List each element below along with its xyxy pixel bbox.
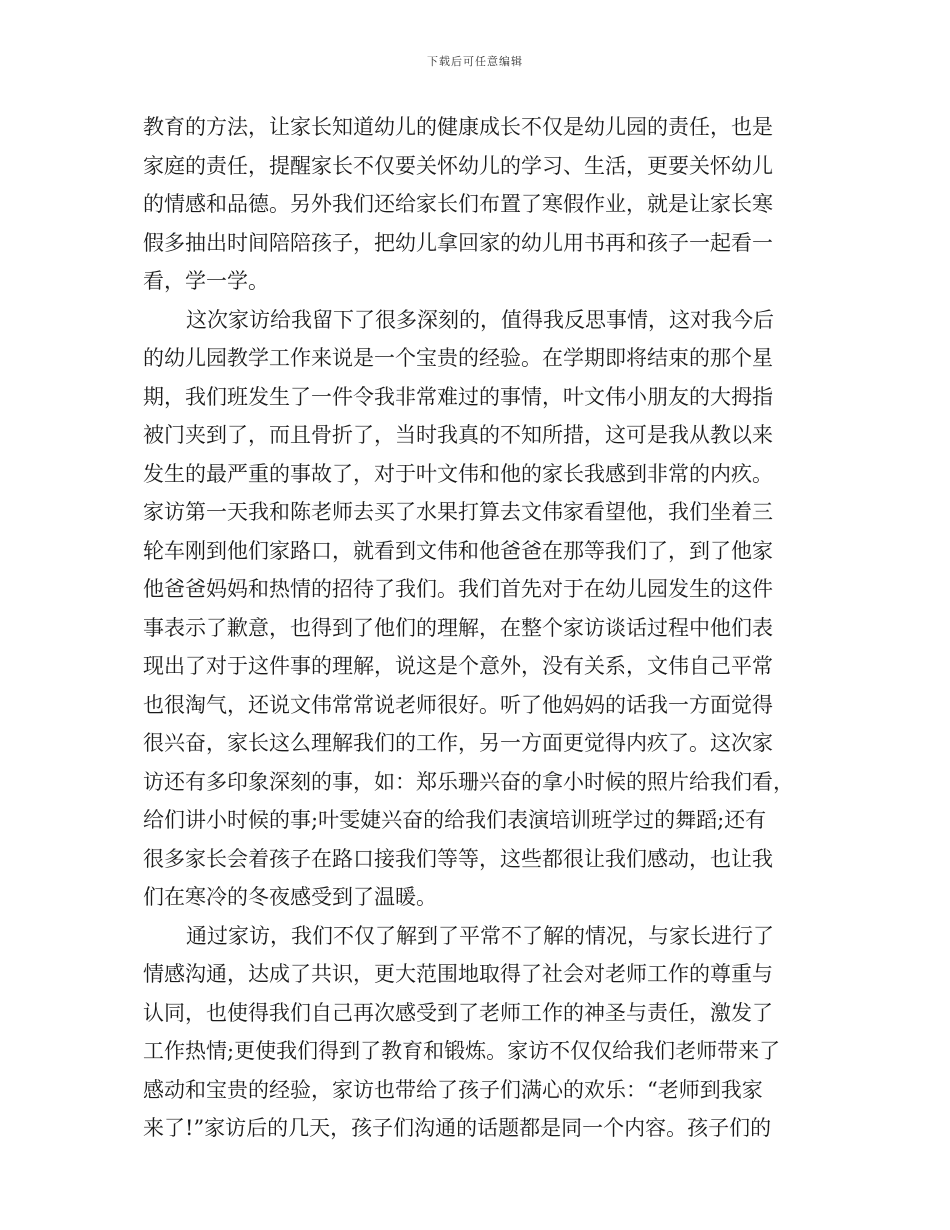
page-header: 下载后可任意编辑 (427, 55, 523, 68)
text-line: 情感沟通，达成了共识，更大范围地取得了社会对老师工作的尊重与 (143, 962, 773, 986)
text-line: 教育的方法，让家长知道幼儿的健康成长不仅是幼儿园的责任，也是 (143, 115, 773, 139)
text-line: 家庭的责任，提醒家长不仅要关怀幼儿的学习、生活，更要关怀幼儿 (143, 153, 773, 178)
text-line: 期，我们班发生了一件令我非常难过的事情，叶文伟小朋友的大拇指 (143, 384, 773, 409)
text-line: 发生的最严重的事故了，对于叶文伟和他的家长我感到非常的内疚。 (143, 461, 773, 486)
text-line: 这次家访给我留下了很多深刻的，值得我反思事情，这对我今后 (186, 307, 774, 332)
text-line: 来了!”家访后的几天，孩子们沟通的话题都是同一个内容。孩子们的 (143, 1116, 772, 1140)
text-line: 的幼儿园教学工作来说是一个宝贵的经验。在学期即将结束的那个星 (143, 346, 773, 370)
text-line: 感动和宝贵的经验，家访也带给了孩子们满心的欢乐：“老师到我家 (143, 1077, 763, 1102)
text-line: 事表示了歉意，也得到了他们的理解，在整个家访谈话过程中他们表 (143, 615, 773, 640)
text-line: 认同，也使得我们自己再次感受到了老师工作的神圣与责任，激发了 (143, 1000, 773, 1025)
paragraph-1 (143, 108, 807, 301)
text-line: 们在寒冷的冬夜感受到了温暖。 (143, 885, 437, 909)
document-body (143, 108, 807, 1148)
text-line: 家访第一天我和陈老师去买了水果打算去文伟家看望他，我们坐着三 (143, 500, 773, 524)
text-line: 给们讲小时候的事;叶雯婕兴奋的给我们表演培训班学过的舞蹈;还有 (143, 808, 767, 832)
text-line: 访还有多印象深刻的事，如：郑乐珊兴奋的拿小时候的照片给我们看， (143, 769, 794, 794)
text-line: 工作热情;更使我们得到了教育和锻炼。家访不仅仅给我们老师带来了 (143, 1039, 781, 1063)
text-line: 也很淘气，还说文伟常常说老师很好。听了他妈妈的话我一方面觉得 (143, 692, 773, 717)
text-line: 很兴奋，家长这么理解我们的工作，另一方面更觉得内疚了。这次家 (143, 731, 773, 755)
text-line: 他爸爸妈妈和热情的招待了我们。我们首先对于在幼儿园发生的这件 (143, 577, 773, 601)
text-line: 通过家访，我们不仅了解到了平常不了解的情况，与家长进行了 (186, 923, 774, 948)
text-line: 看，学一学。 (143, 269, 269, 293)
text-line: 轮车刚到他们家路口，就看到文伟和他爸爸在那等我们了，到了他家 (143, 538, 773, 563)
paragraph-2 (143, 301, 807, 917)
text-line: 假多抽出时间陪陪孩子，把幼儿拿回家的幼儿用书再和孩子一起看一 (143, 230, 773, 255)
text-line: 很多家长会着孩子在路口接我们等等，这些都很让我们感动，也让我 (143, 846, 773, 871)
paragraph-3 (143, 917, 807, 1148)
text-line: 被门夹到了，而且骨折了，当时我真的不知所措，这可是我从教以来 (143, 423, 773, 447)
text-line: 的情感和品德。另外我们还给家长们布置了寒假作业，就是让家长寒 (143, 192, 773, 216)
text-line: 现出了对于这件事的理解，说这是个意外，没有关系，文伟自己平常 (143, 654, 773, 678)
